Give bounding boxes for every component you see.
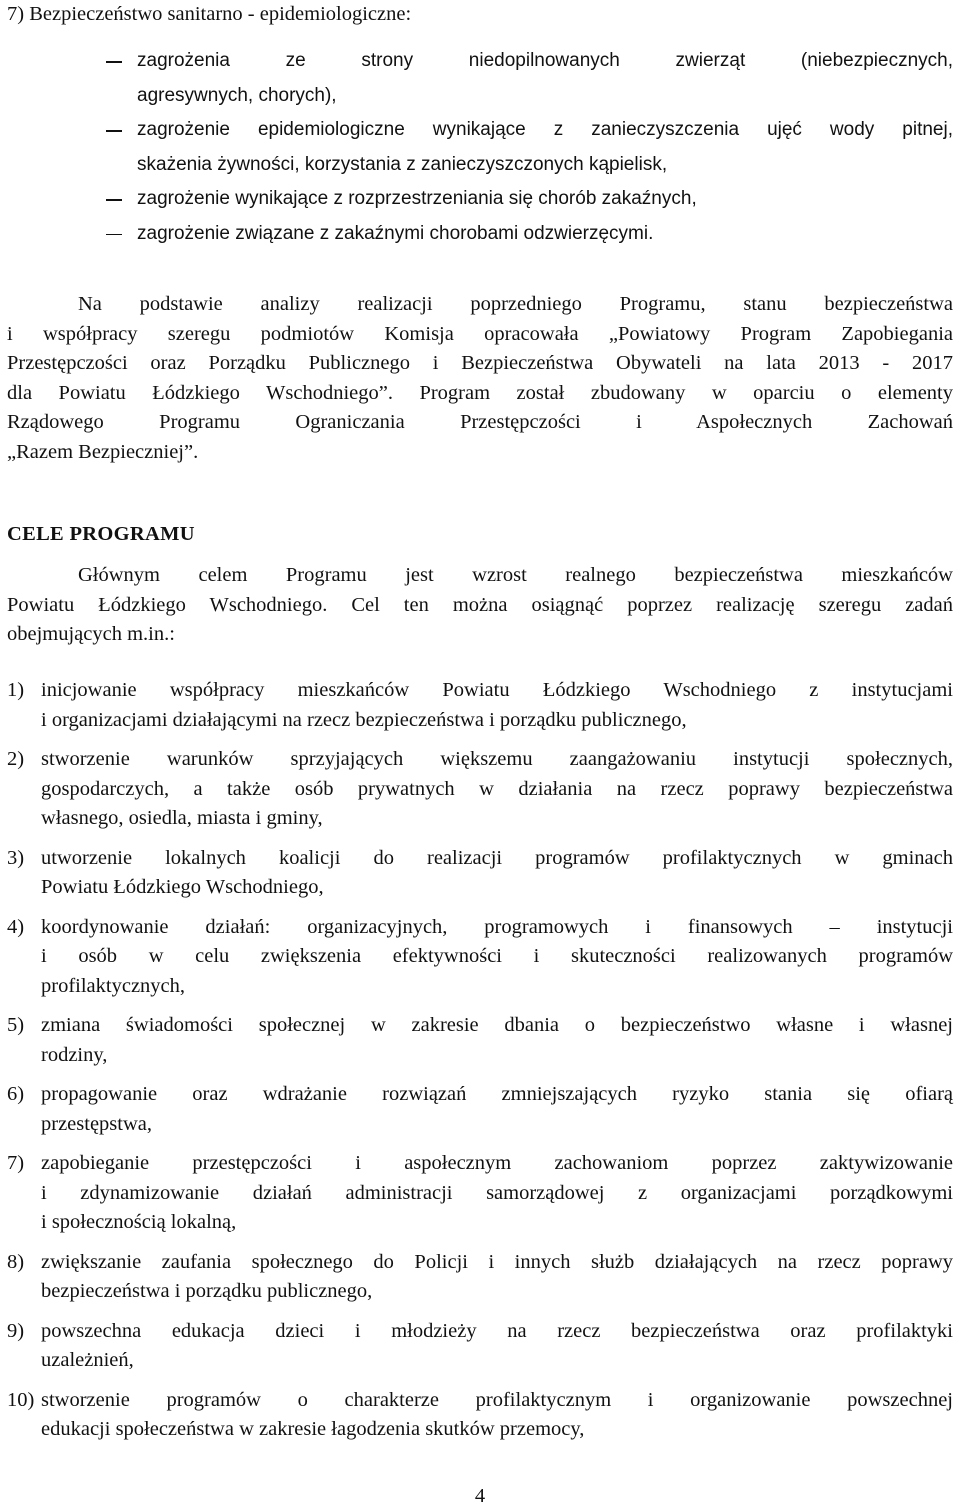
hazard-text-line: zagrożenie epidemiologiczne wynikające z zanieczyszczenia ujęć wody pitnej, — [137, 119, 953, 140]
dash-bullet-icon — [106, 61, 122, 63]
goal-item — [0, 1248, 960, 1307]
goal-text-line: gospodarczych, a także osób prywatnych w działania na rzecz poprawy bezpieczeństwa — [41, 777, 953, 800]
hazard-list-item — [0, 113, 960, 182]
goal-number: 3) — [7, 846, 25, 869]
goal-text-line: Powiatu Łódzkiego Wschodniego, — [41, 876, 324, 898]
goal-intro-paragraph — [7, 561, 953, 650]
paragraph-line: „Razem Bezpieczniej”. — [7, 440, 199, 463]
goal-text-line: zapobieganie przestępczości i aspołecznym zachowaniom poprzez zaktywizowanie — [41, 1152, 953, 1174]
goal-number: 10) — [7, 1388, 35, 1411]
goal-text-line: utworzenie lokalnych koalicji do realizacji programów profilaktycznych w gminach — [41, 846, 953, 869]
goal-text-line: przestępstwa, — [41, 1112, 152, 1135]
goal-text-line: własnego, osiedla, miasta i gminy, — [41, 807, 323, 829]
goal-number: 4) — [7, 915, 25, 938]
hazard-text-line: skażenia żywności, korzystania z zanieczyszczonych kąpielisk, — [137, 153, 668, 175]
goal-text-line: rodziny, — [41, 1043, 108, 1066]
goal-number: 1) — [7, 679, 25, 701]
paragraph-line: dla Powiatu Łódzkiego Wschodniego”. Program został zbudowany w oparciu o elementy — [7, 381, 953, 404]
hazard-list-item — [0, 217, 960, 252]
hazard-text-line: zagrożenie wynikające z rozprzestrzeniania się chorób zakaźnych, — [137, 188, 697, 209]
goal-text-line: zwiększanie zaufania społecznego do Policji i innych służb działających na rzecz poprawy — [41, 1250, 953, 1273]
goal-item — [0, 1149, 960, 1238]
goal-text-line: i społecznością lokalną, — [41, 1211, 237, 1233]
cele-programu-heading: CELE PROGRAMU — [7, 523, 195, 545]
goal-number: 2) — [7, 748, 25, 770]
dash-bullet-icon — [106, 234, 122, 236]
goal-text-line: inicjowanie współpracy mieszkańców Powiatu Łódzkiego Wschodniego z instytucjami — [41, 679, 953, 701]
goal-text-line: edukacji społeczeństwa w zakresie łagodzenia skutków przemocy, — [41, 1418, 585, 1440]
goal-text-line: uzależnień, — [41, 1349, 134, 1371]
goal-text-line: i zdynamizowanie działań administracji samorządowej z organizacjami porządkowymi — [41, 1181, 953, 1204]
hazard-text-line: zagrożenia ze strony niedopilnowanych zwierząt (niebezpiecznych, — [137, 50, 953, 71]
goal-text-line: propagowanie oraz wdrażanie rozwiązań zmniejszających ryzyko stania się ofiarą — [41, 1083, 953, 1105]
goal-text-line: i organizacjami działającymi na rzecz bezpieczeństwa i porządku publicznego, — [41, 708, 687, 731]
paragraph-line: Rządowego Programu Ograniczania Przestępczości i Aspołecznych Zachowań — [7, 411, 953, 433]
section-heading: 7) Bezpieczeństwo sanitarno - epidemiologiczne: — [7, 3, 412, 25]
goal-text-line: powszechna edukacja dzieci i młodzieży na rzecz bezpieczeństwa oraz profilaktyki — [41, 1319, 953, 1342]
goal-item — [0, 1080, 960, 1139]
paragraph-line: Przestępczości oraz Porządku Publicznego i Bezpieczeństwa Obywateli na lata 2013 - 2017 — [7, 352, 953, 374]
dash-bullet-icon — [106, 130, 122, 132]
hazard-text-line: agresywnych, chorych), — [137, 84, 337, 106]
paragraph-line: Powiatu Łódzkiego Wschodniego. Cel ten można osiągnąć poprzez realizację szeregu zadań — [7, 593, 953, 616]
paragraph-line: i współpracy szeregu podmiotów Komisja opracowała „Powiatowy Program Zapobiegania — [7, 322, 953, 345]
goal-number: 7) — [7, 1152, 25, 1174]
page-number: 4 — [474, 1485, 486, 1507]
hazard-text-line: zagrożenie związane z zakaźnymi chorobami odzwierzęcymi. — [137, 222, 654, 244]
goal-item — [0, 676, 960, 735]
goal-text-line: zmiana świadomości społecznej w zakresie dbania o bezpieczeństwo własne i własnej — [41, 1014, 953, 1036]
goal-number: 5) — [7, 1014, 25, 1036]
paragraph-line: obejmujących m.in.: — [7, 623, 175, 645]
goal-item — [0, 1011, 960, 1070]
dash-bullet-icon — [106, 199, 122, 201]
hazard-list — [0, 44, 960, 251]
goal-text-line: bezpieczeństwa i porządku publicznego, — [41, 1280, 373, 1302]
goal-text-line: profilaktycznych, — [41, 974, 186, 997]
paragraph-line: Głównym celem Programu jest wzrost realnego bezpieczeństwa mieszkańców — [78, 564, 953, 586]
goal-number: 8) — [7, 1250, 25, 1273]
goal-text-line: stworzenie programów o charakterze profilaktycznym i organizowanie powszechnej — [41, 1388, 953, 1411]
goal-number: 6) — [7, 1083, 25, 1105]
intro-paragraph — [7, 290, 953, 467]
hazard-list-item — [0, 44, 960, 113]
paragraph-line: Na podstawie analizy realizacji poprzedniego Programu, stanu bezpieczeństwa — [78, 293, 953, 315]
goal-item — [0, 913, 960, 1002]
goal-item — [0, 1317, 960, 1376]
goal-item — [0, 745, 960, 834]
goal-text-line: stworzenie warunków sprzyjających większemu zaangażowaniu instytucji społecznych, — [41, 748, 953, 770]
goals-list — [0, 676, 960, 1455]
goal-item — [0, 844, 960, 903]
goal-number: 9) — [7, 1319, 25, 1342]
goal-text-line: koordynowanie działań: organizacyjnych, programowych i finansowych – instytucji — [41, 915, 953, 938]
hazard-list-item — [0, 182, 960, 217]
goal-item — [0, 1386, 960, 1445]
goal-text-line: i osób w celu zwiększenia efektywności i skuteczności realizowanych programów — [41, 945, 953, 967]
